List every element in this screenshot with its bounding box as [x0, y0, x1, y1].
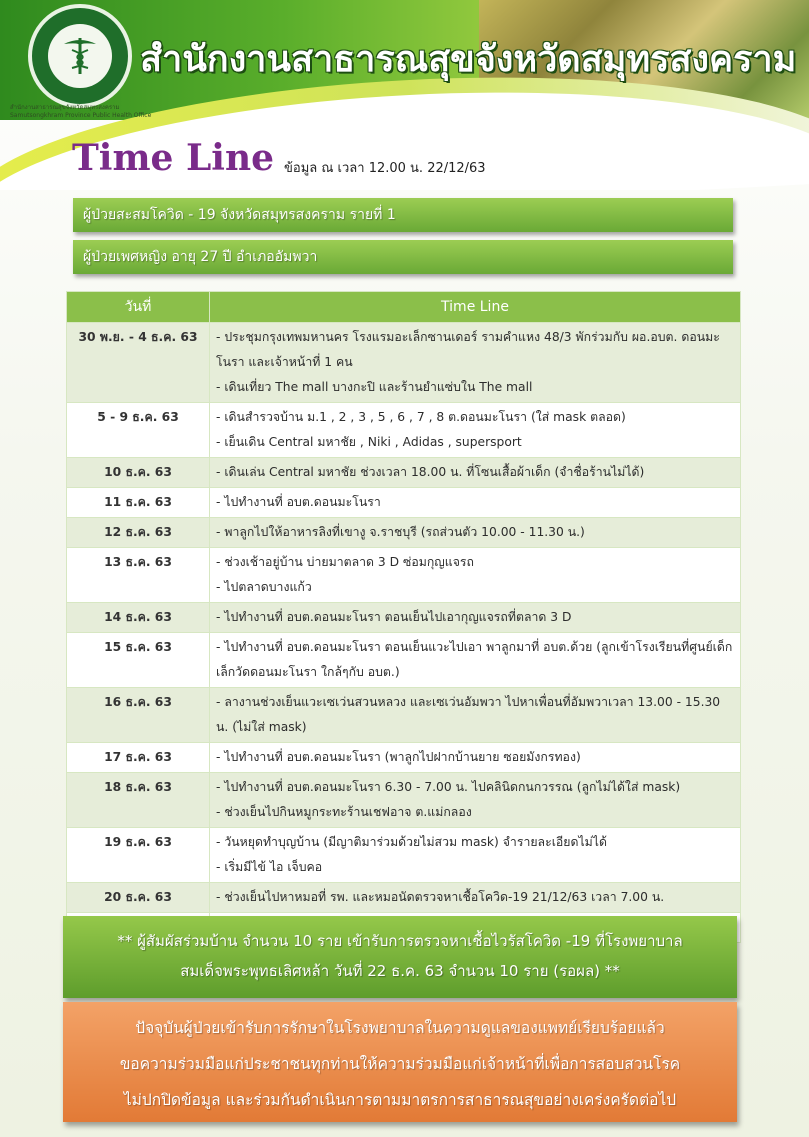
event-line: - ประชุมกรุงเทพมหานคร โรงแรมอะเล็กซานเดอร์ รามคำแหง 48/3 พักร่วมกับ ผอ.อบต. ดอนมะโนรา และเจ้าหน้าที่ 1 คน [216, 330, 720, 369]
row-date: 5 - 9 ธ.ค. 63 [67, 403, 210, 458]
event-line: - พาลูกไปให้อาหารลิงที่เขางู จ.ราชบุรี (รถส่วนตัว 10.00 - 11.30 น.) [216, 525, 585, 539]
event-line: - ช่วงเช้าอยู่บ้าน บ่ายมาตลาด 3 D ซ่อมกุญแจรถ [216, 555, 474, 569]
row-date: 13 ธ.ค. 63 [67, 548, 210, 603]
row-events [210, 773, 741, 828]
event-line: - เย็นเดิน Central มหาชัย , Niki , Adidas , supersport [216, 435, 522, 449]
row-date: 12 ธ.ค. 63 [67, 518, 210, 548]
contacts-notice [63, 916, 737, 998]
event-line: - ไปทำงานที่ อบต.ดอนมะโนรา ตอนเย็นแวะไปเอา พาลูกมาที่ อบต.ด้วย (ลูกเข้าโรงเรียนที่ศูนย์เด็กเล็กวัดดอนมะโนรา ใกล้ๆกับ อบต.) [216, 640, 733, 679]
row-events [210, 828, 741, 883]
row-date: 14 ธ.ค. 63 [67, 603, 210, 633]
row-date: 11 ธ.ค. 63 [67, 488, 210, 518]
row-events [210, 603, 741, 633]
event-line: - ช่วงเย็นไปกินหมูกระทะร้านเชฟอาจ ต.แม่กลอง [216, 805, 472, 819]
patient-info-bar: ผู้ป่วยเพศหญิง อายุ 27 ปี อำเภออัมพวา [73, 240, 733, 274]
event-line: - ลางานช่วงเย็นแวะเซเว่นสวนหลวง และเซเว่นอัมพวา ไปหาเพื่อนที่อัมพวาเวลา 13.00 - 15.30 น. (ไม่ใส่ mask) [216, 695, 721, 734]
table-row [67, 403, 741, 458]
row-events [210, 548, 741, 603]
column-header-timeline: Time Line [210, 292, 741, 323]
advisory-line: ไม่ปกปิดข้อมูล และร่วมกันดำเนินการตามมาตรการสาธารณสุขอย่างเคร่งครัดต่อไป [123, 1091, 677, 1109]
event-line: - เดินเล่น Central มหาชัย ช่วงเวลา 18.00 น. ที่โซนเสื้อผ้าเด็ก (จำชื่อร้านไม่ได้) [216, 465, 645, 479]
event-line: - ไปทำงานที่ อบต.ดอนมะโนรา 6.30 - 7.00 น. ไปคลินิดกนกวรรณ (ลูกไม่ได้ใส่ mask) [216, 780, 681, 794]
event-line: - วันหยุดทำบุญบ้าน (มีญาติมาร่วมด้วยไม่สวม mask) จำรายละเอียดไม่ได้ [216, 835, 607, 849]
public-advisory [63, 1002, 737, 1122]
row-date: 30 พ.ย. - 4 ธ.ค. 63 [67, 323, 210, 403]
caduceus-icon [48, 24, 112, 88]
advisory-line: ปัจจุบันผู้ป่วยเข้ารับการรักษาในโรงพยาบาลในความดูแลของแพทย์เรียบร้อยแล้ว [135, 1019, 665, 1037]
timeline-table [66, 291, 741, 943]
row-date: 19 ธ.ค. 63 [67, 828, 210, 883]
advisory-line: ขอความร่วมมือแก่ประชาชนทุกท่านให้ความร่วมมือแก่เจ้าหน้าที่เพื่อการสอบสวนโรค [119, 1055, 681, 1073]
table-header-row [67, 292, 741, 323]
event-line: - ช่วงเย็นไปหาหมอที่ รพ. และหมอนัดตรวจหาเชื้อโควิด-19 21/12/63 เวลา 7.00 น. [216, 890, 665, 904]
row-events [210, 488, 741, 518]
row-events [210, 518, 741, 548]
event-line: - เดินสำรวจบ้าน ม.1 , 2 , 3 , 5 , 6 , 7 , 8 ต.ดอนมะโนรา (ใส่ mask ตลอด) [216, 410, 626, 424]
row-events [210, 688, 741, 743]
contacts-notice-line: ** ผู้สัมผัสร่วมบ้าน จำนวน 10 ราย เข้ารับการตรวจหาเชื้อไวรัสโควิด -19 ที่โรงพยาบาล [117, 932, 683, 950]
row-events [210, 403, 741, 458]
row-date: 20 ธ.ค. 63 [67, 883, 210, 913]
table-row [67, 633, 741, 688]
data-timestamp: ข้อมูล ณ เวลา 12.00 น. 22/12/63 [284, 161, 486, 176]
table-row [67, 488, 741, 518]
table-row [67, 518, 741, 548]
row-date: 15 ธ.ค. 63 [67, 633, 210, 688]
event-line: - ไปทำงานที่ อบต.ดอนมะโนรา [216, 495, 381, 509]
page-title: Time Line [72, 137, 275, 179]
office-subtitle-en: Samutsongkhram Province Public Health Office [10, 112, 152, 119]
event-line: - ไปตลาดบางแก้ว [216, 580, 312, 594]
table-row [67, 548, 741, 603]
row-events [210, 633, 741, 688]
event-line: - เริ่มมีไข้ ไอ เจ็บคอ [216, 860, 323, 874]
office-subtitle-th: สำนักงานสาธารณสุขจังหวัดสมุทรสงคราม [10, 104, 120, 111]
event-line: - เดินเที่ยว The mall บางกะปิ และร้านยำแซ่บใน The mall [216, 380, 533, 394]
row-date: 17 ธ.ค. 63 [67, 743, 210, 773]
table-row [67, 828, 741, 883]
event-line: - ไปทำงานที่ อบต.ดอนมะโนรา ตอนเย็นไปเอากุญแจรถที่ตลาด 3 D [216, 610, 572, 624]
ministry-logo [28, 4, 132, 108]
table-row [67, 323, 741, 403]
table-row [67, 688, 741, 743]
table-row [67, 603, 741, 633]
row-events [210, 458, 741, 488]
contacts-notice-line: สมเด็จพระพุทธเลิศหล้า วันที่ 22 ธ.ค. 63 จำนวน 10 ราย (รอผล) ** [180, 962, 620, 980]
office-name: สำนักงานสาธารณสุขจังหวัดสมุทรสงคราม [140, 39, 797, 80]
row-date: 16 ธ.ค. 63 [67, 688, 210, 743]
row-events [210, 883, 741, 913]
case-number-bar: ผู้ป่วยสะสมโควิด - 19 จังหวัดสมุทรสงคราม รายที่ 1 [73, 198, 733, 232]
column-header-date: วันที่ [67, 292, 210, 323]
row-date: 10 ธ.ค. 63 [67, 458, 210, 488]
table-row [67, 458, 741, 488]
table-row [67, 773, 741, 828]
row-events [210, 323, 741, 403]
table-row [67, 743, 741, 773]
table-row [67, 883, 741, 913]
row-events [210, 743, 741, 773]
event-line: - ไปทำงานที่ อบต.ดอนมะโนรา (พาลูกไปฝากบ้านยาย ซอยมังกรทอง) [216, 750, 581, 764]
row-date: 18 ธ.ค. 63 [67, 773, 210, 828]
